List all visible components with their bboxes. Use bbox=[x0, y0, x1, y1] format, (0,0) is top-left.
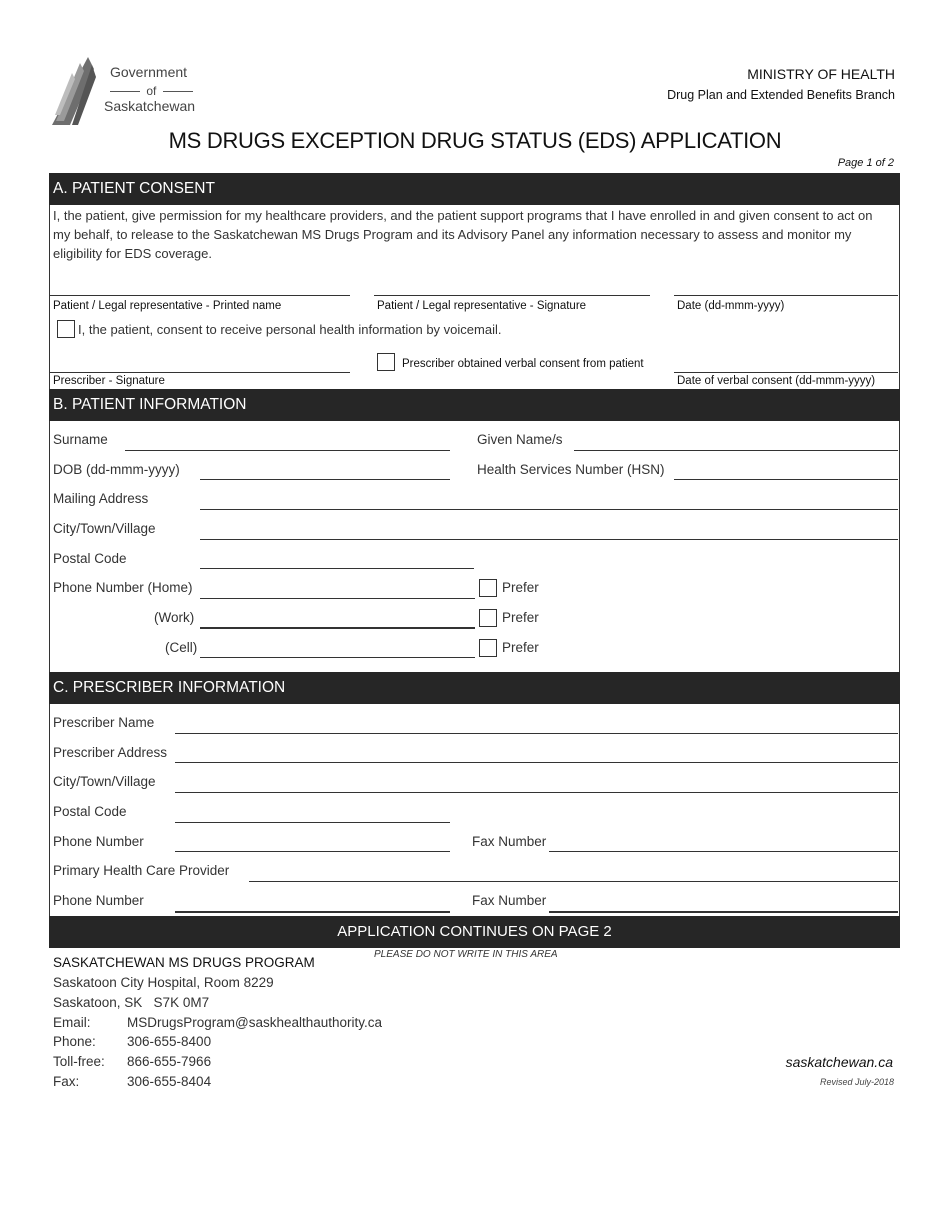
postal-code-field[interactable] bbox=[200, 568, 474, 569]
prescriber-address-label: Prescriber Address bbox=[53, 745, 168, 760]
dob-field[interactable] bbox=[200, 479, 450, 480]
logo-line-2 bbox=[110, 84, 193, 98]
logo-of-text: of bbox=[146, 84, 157, 98]
primary-provider-field[interactable] bbox=[249, 881, 898, 882]
prescriber-postal-field[interactable] bbox=[175, 822, 450, 823]
prescriber-fax-field[interactable] bbox=[549, 851, 898, 852]
date-label: Date (dd-mmm-yyyy) bbox=[677, 300, 785, 312]
signature-line[interactable] bbox=[374, 295, 650, 296]
prescriber-fax-label: Fax Number bbox=[472, 834, 547, 849]
signature-label: Patient / Legal representative - Signature bbox=[377, 300, 587, 312]
postal-code-label: Postal Code bbox=[53, 551, 127, 566]
dob-label: DOB (dd-mmm-yyyy) bbox=[53, 462, 180, 477]
section-b-title: B. PATIENT INFORMATION bbox=[53, 396, 247, 413]
prescriber-address-field[interactable] bbox=[175, 762, 898, 763]
provider-phone-field[interactable] bbox=[175, 911, 450, 913]
mailing-address-label: Mailing Address bbox=[53, 491, 149, 506]
ministry-name: MINISTRY OF HEALTH bbox=[747, 66, 895, 82]
footer-phone-value: 306-655-8400 bbox=[127, 1034, 212, 1049]
consent-text: I, the patient, give permission for my healthcare providers, and the patient support programs that I have enrolled in and given consent to act on my behalf, to release to the Saskatchewan MS Drugs Program and its Advisory Panel any information necessary to assess and monitor my eligibility for EDS coverage. bbox=[53, 208, 873, 261]
form-title: MS DRUGS EXCEPTION DRUG STATUS (EDS) APPLICATION bbox=[168, 128, 782, 153]
prescriber-signature-label: Prescriber - Signature bbox=[53, 375, 165, 387]
continue-banner-text: APPLICATION CONTINUES ON PAGE 2 bbox=[337, 923, 612, 940]
verbal-consent-checkbox[interactable] bbox=[377, 353, 395, 371]
prescriber-phone-field[interactable] bbox=[175, 851, 450, 852]
do-not-write-note: PLEASE DO NOT WRITE IN THIS AREA bbox=[374, 949, 558, 960]
prefer-cell-checkbox[interactable] bbox=[479, 639, 497, 657]
footer-address-2: Saskatoon, SK S7K 0M7 bbox=[53, 995, 210, 1010]
footer-phone-label: Phone: bbox=[53, 1034, 96, 1049]
footer-fax-label: Fax: bbox=[53, 1074, 80, 1089]
surname-label: Surname bbox=[53, 432, 108, 447]
footer-email-value[interactable]: MSDrugsProgram@saskhealthauthority.ca bbox=[127, 1015, 383, 1030]
saskatchewan-logo-icon bbox=[50, 55, 98, 127]
phone-work-field[interactable] bbox=[200, 627, 475, 629]
logo-line-3: Saskatchewan bbox=[104, 98, 196, 114]
prefer-home-checkbox[interactable] bbox=[479, 579, 497, 597]
primary-provider-label: Primary Health Care Provider bbox=[53, 863, 230, 878]
given-name-label: Given Name/s bbox=[477, 432, 563, 447]
phone-cell-field[interactable] bbox=[200, 657, 475, 658]
printed-name-line[interactable] bbox=[50, 295, 350, 296]
hsn-label: Health Services Number (HSN) bbox=[477, 462, 665, 477]
prescriber-name-label: Prescriber Name bbox=[53, 715, 155, 730]
prescriber-city-field[interactable] bbox=[175, 792, 898, 793]
footer-tollfree-label: Toll-free: bbox=[53, 1054, 105, 1069]
footer-email-label: Email: bbox=[53, 1015, 91, 1030]
branch-name: Drug Plan and Extended Benefits Branch bbox=[667, 88, 895, 102]
phone-home-label: Phone Number (Home) bbox=[53, 580, 193, 595]
prescriber-name-field[interactable] bbox=[175, 733, 898, 734]
phone-home-field[interactable] bbox=[200, 598, 475, 599]
footer-revised: Revised July-2018 bbox=[819, 1077, 894, 1087]
given-name-field[interactable] bbox=[574, 450, 898, 451]
continue-banner bbox=[49, 916, 900, 948]
mailing-address-field[interactable] bbox=[200, 509, 898, 510]
hsn-field[interactable] bbox=[674, 479, 898, 480]
provider-fax-field[interactable] bbox=[549, 911, 898, 913]
section-a-header bbox=[49, 173, 900, 205]
surname-field[interactable] bbox=[125, 450, 450, 451]
form-frame bbox=[49, 173, 900, 948]
phone-work-label: (Work) bbox=[154, 610, 195, 625]
government-logo bbox=[50, 55, 220, 127]
section-b-header bbox=[49, 389, 900, 421]
footer-tollfree-value: 866-655-7966 bbox=[127, 1054, 212, 1069]
section-c-title: C. PRESCRIBER INFORMATION bbox=[53, 679, 286, 696]
prescriber-phone-label: Phone Number bbox=[53, 834, 144, 849]
prescriber-city-label: City/Town/Village bbox=[53, 774, 156, 789]
section-c-header bbox=[49, 672, 900, 704]
footer-program-name: SASKATCHEWAN MS DRUGS PROGRAM bbox=[53, 955, 315, 970]
prefer-cell-label: Prefer bbox=[502, 640, 539, 655]
footer-website[interactable]: saskatchewan.ca bbox=[785, 1054, 893, 1070]
prefer-work-label: Prefer bbox=[502, 610, 539, 625]
city-label: City/Town/Village bbox=[53, 521, 156, 536]
page-number: Page 1 of 2 bbox=[837, 157, 894, 169]
voicemail-consent-label: I, the patient, consent to receive personal health information by voicemail. bbox=[78, 322, 502, 337]
verbal-date-line[interactable] bbox=[674, 372, 898, 373]
provider-fax-label: Fax Number bbox=[472, 893, 547, 908]
verbal-consent-label: Prescriber obtained verbal consent from patient bbox=[402, 358, 644, 370]
city-field[interactable] bbox=[200, 539, 898, 540]
prescriber-signature-line[interactable] bbox=[50, 372, 350, 373]
voicemail-consent-checkbox[interactable] bbox=[57, 320, 75, 338]
section-a-title: A. PATIENT CONSENT bbox=[53, 180, 215, 197]
verbal-date-label: Date of verbal consent (dd-mmm-yyyy) bbox=[677, 375, 876, 387]
prescriber-postal-label: Postal Code bbox=[53, 804, 127, 819]
footer-fax-value: 306-655-8404 bbox=[127, 1074, 212, 1089]
footer-address-1: Saskatoon City Hospital, Room 8229 bbox=[53, 975, 274, 990]
phone-cell-label: (Cell) bbox=[165, 640, 198, 655]
prefer-work-checkbox[interactable] bbox=[479, 609, 497, 627]
logo-line-1: Government bbox=[110, 64, 188, 80]
provider-phone-label: Phone Number bbox=[53, 893, 144, 908]
date-line[interactable] bbox=[674, 295, 898, 296]
printed-name-label: Patient / Legal representative - Printed name bbox=[53, 300, 282, 312]
prefer-home-label: Prefer bbox=[502, 580, 539, 595]
